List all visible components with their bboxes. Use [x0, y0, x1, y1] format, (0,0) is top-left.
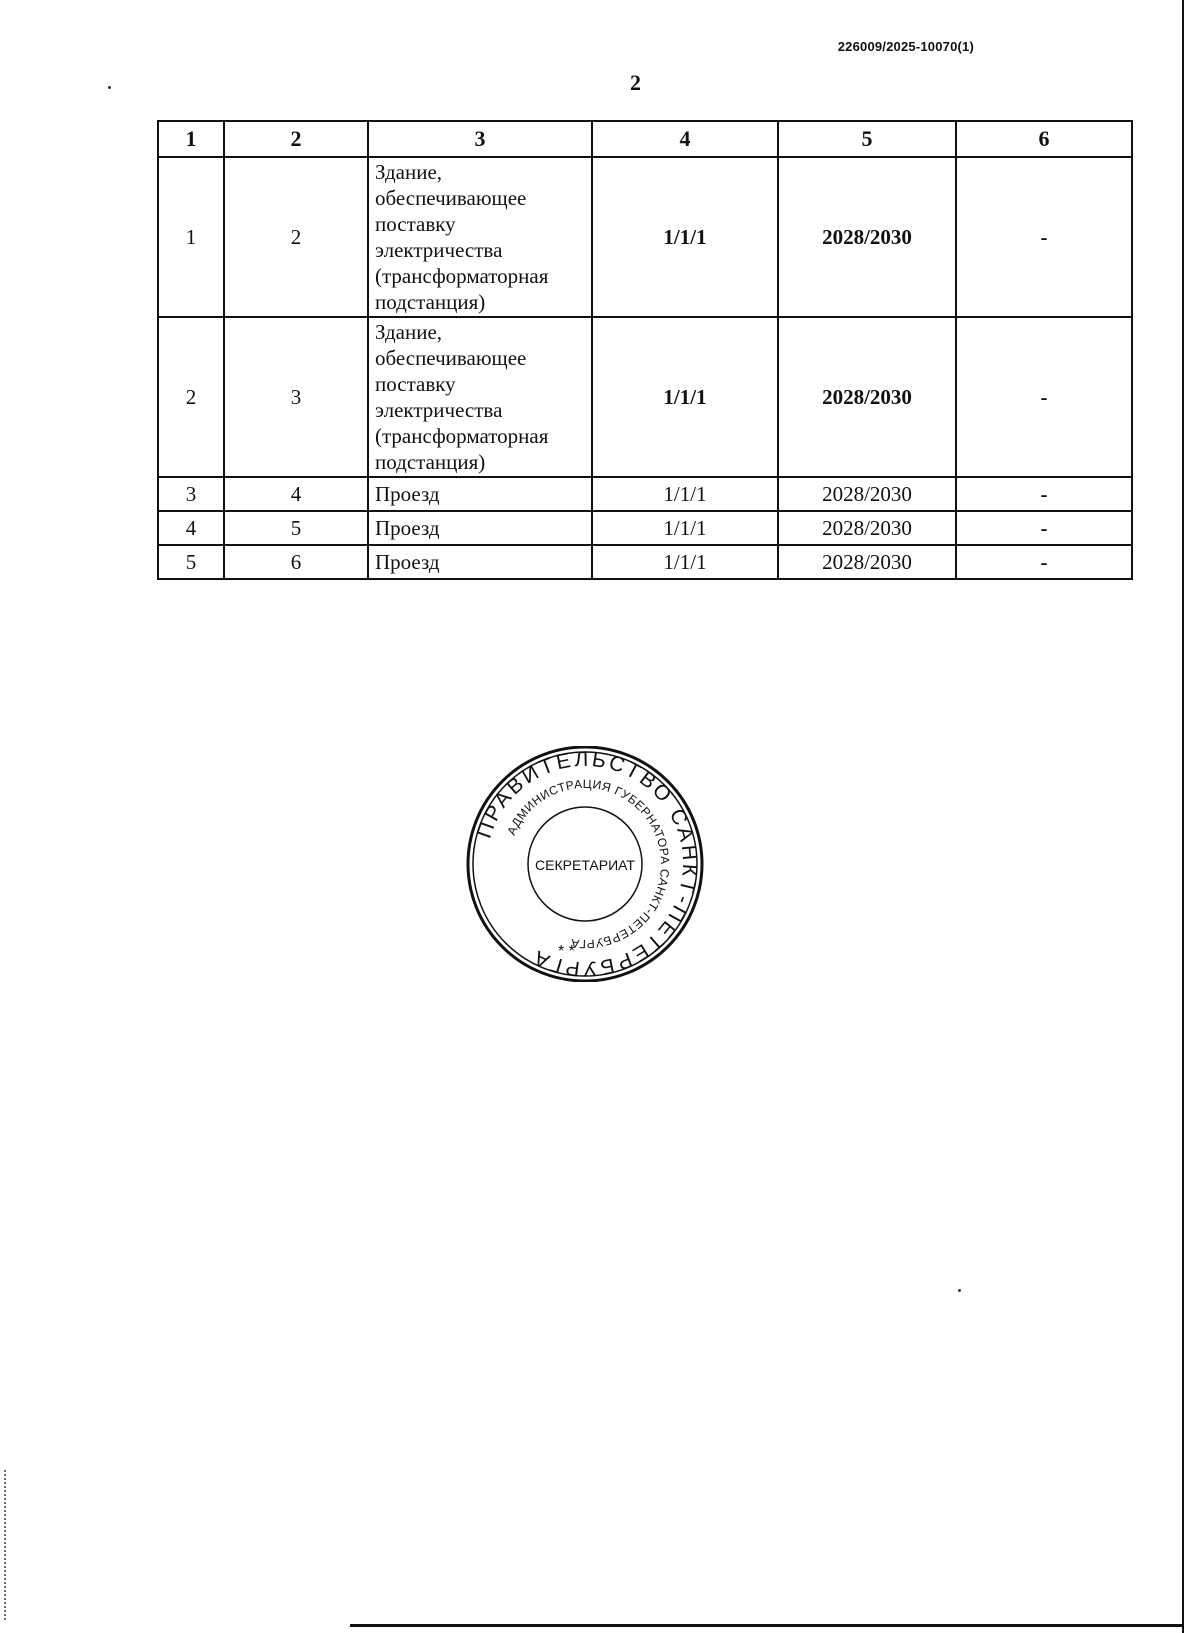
table-cell: - — [956, 317, 1132, 477]
official-seal-stamp — [464, 746, 706, 982]
table-cell: 2 — [158, 317, 224, 477]
table-cell: 2028/2030 — [778, 317, 956, 477]
table-cell: Проезд — [368, 511, 592, 545]
table-cell: 2028/2030 — [778, 545, 956, 579]
seal-center-text: СЕКРЕТАРИАТ — [535, 857, 635, 873]
table-header-row — [158, 121, 1132, 157]
table-row — [158, 477, 1132, 511]
table-cell: 2028/2030 — [778, 511, 956, 545]
table-cell: 2028/2030 — [778, 157, 956, 317]
table-cell: 1 — [158, 157, 224, 317]
table-cell: 3 — [158, 477, 224, 511]
table-row — [158, 545, 1132, 579]
table-cell: - — [956, 157, 1132, 317]
table-cell: 1/1/1 — [592, 157, 778, 317]
table-cell: 3 — [224, 317, 368, 477]
table-row — [158, 511, 1132, 545]
table-cell: Здание, обеспечивающее поставку электричества (трансформаторная подстанция) — [368, 317, 592, 477]
seal-stars: * * — [558, 943, 575, 960]
page-bottom-edge — [350, 1624, 1184, 1627]
seal-inner-text: АДМИНИСТРАЦИЯ ГУБЕРНАТОРА САНКТ-ПЕТЕРБУРГА — [504, 776, 673, 952]
page-right-edge — [1182, 0, 1200, 1633]
table-cell: 4 — [158, 511, 224, 545]
table-cell: - — [956, 545, 1132, 579]
table-cell: 1/1/1 — [592, 477, 778, 511]
table-cell: 6 — [224, 545, 368, 579]
table-cell: 2028/2030 — [778, 477, 956, 511]
table-cell: - — [956, 511, 1132, 545]
scan-artifact — [4, 1470, 8, 1620]
table-cell: 1/1/1 — [592, 511, 778, 545]
table-row — [158, 157, 1132, 317]
table-cell: Проезд — [368, 545, 592, 579]
table-cell: Здание, обеспечивающее поставку электричества (трансформаторная подстанция) — [368, 157, 592, 317]
column-header: 5 — [778, 121, 956, 157]
document-number: 226009/2025-10070(1) — [837, 39, 974, 54]
column-header: 3 — [368, 121, 592, 157]
seal-outer-text: ПРАВИТЕЛЬСТВО САНКТ-ПЕТЕРБУРГА — [472, 747, 702, 981]
table-cell: 4 — [224, 477, 368, 511]
table-cell: 5 — [158, 545, 224, 579]
table-row — [158, 317, 1132, 477]
scan-speck — [108, 86, 111, 89]
data-table — [157, 120, 1133, 580]
column-header: 6 — [956, 121, 1132, 157]
table-cell: 1/1/1 — [592, 545, 778, 579]
column-header: 1 — [158, 121, 224, 157]
table-cell: 2 — [224, 157, 368, 317]
table-cell: 5 — [224, 511, 368, 545]
table-cell: 1/1/1 — [592, 317, 778, 477]
scan-speck — [958, 1289, 961, 1292]
table-cell: Проезд — [368, 477, 592, 511]
column-header: 4 — [592, 121, 778, 157]
table-cell: - — [956, 477, 1132, 511]
column-header: 2 — [224, 121, 368, 157]
page-number: 2 — [630, 70, 641, 95]
